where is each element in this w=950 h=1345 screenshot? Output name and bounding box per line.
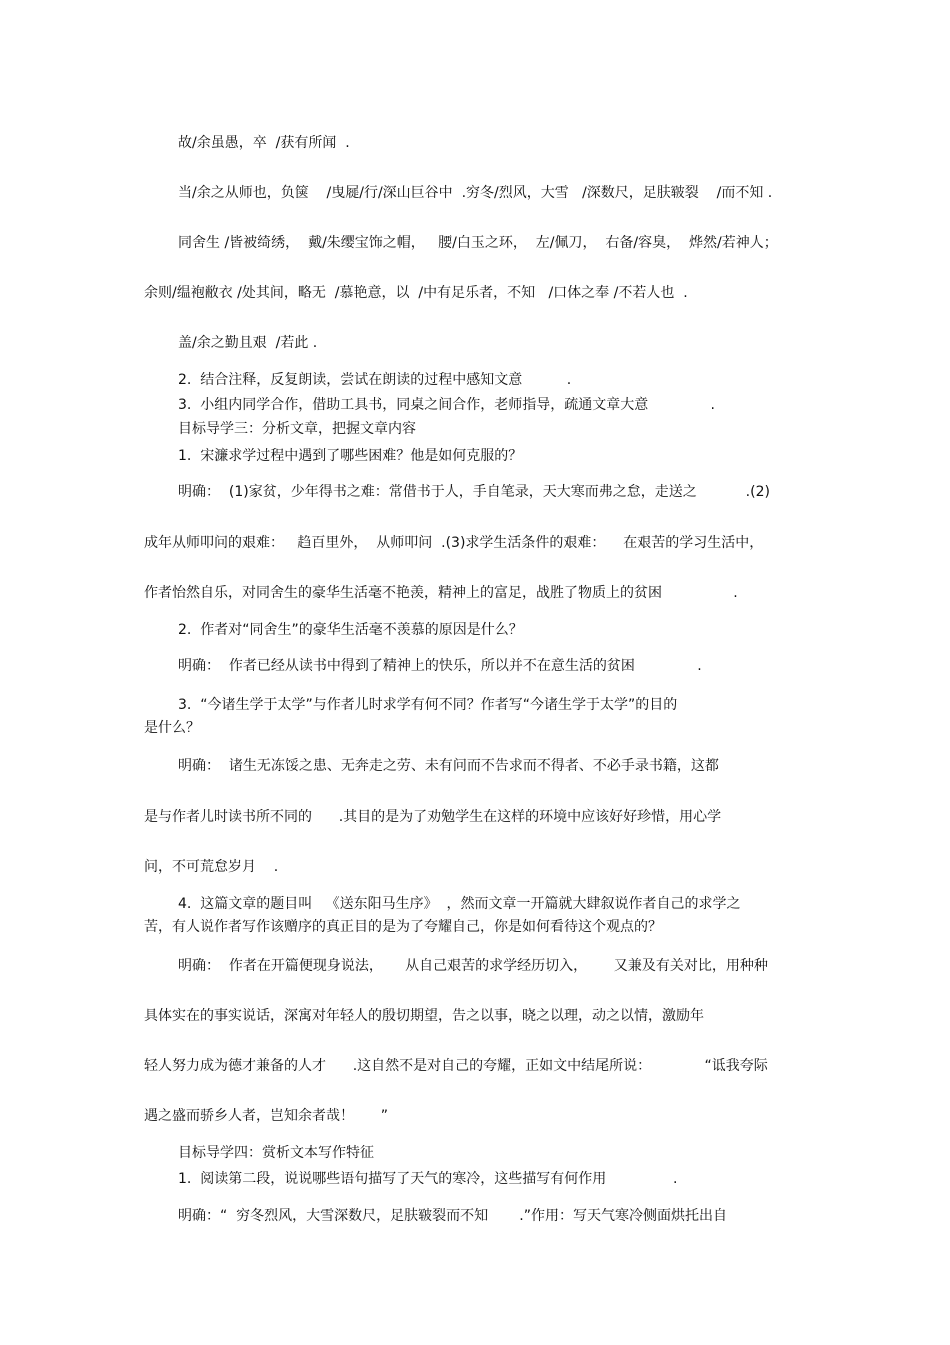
answer-line: 遇之盛而骄乡人者，岂知余者哉！ ” — [144, 1108, 388, 1124]
section-heading: 目标导学四：赏析文本写作特征 — [178, 1145, 374, 1161]
question: 苦，有人说作者写作该赠序的真正目的是为了夸耀自己，你是如何看待这个观点的？ — [144, 919, 662, 935]
question: 1. 阅读第二段，说说哪些语句描写了天气的寒冷，这些描写有何作用 . — [178, 1171, 678, 1187]
answer-line: 明确： 诸生无冻馁之患、无奔走之劳、未有问而不告求而不得者、不必手录书籍，这都 — [178, 758, 719, 774]
numbered-item: 3. 小组内同学合作，借助工具书，同桌之间合作，老师指导，疏通文章大意 . — [178, 397, 716, 413]
answer-line: 明确： 作者已经从读书中得到了精神上的快乐，所以并不在意生活的贫困 . — [178, 658, 702, 674]
answer-line: 问，不可荒怠岁月 . — [144, 859, 279, 875]
question: 1. 宋濂求学过程中遇到了哪些困难？他是如何克服的？ — [178, 448, 523, 464]
text-line: 余则/缊袍敝衣 /处其间，略无 /慕艳意，以 /中有足乐者，不知 /口体之奉 /不若人也 . — [144, 285, 688, 301]
question: 3. “今诸生学于太学”与作者儿时求学有何不同？作者写“今诸生学于太学”的目的 — [178, 697, 678, 713]
answer-line: 明确：“ 穷冬烈风，大雪深数尺，足肤皲裂而不知 .”作用：写天气寒冷侧面烘托出自 — [178, 1208, 728, 1224]
text-line: 当/余之从师也，负箧 /曳屣/行/深山巨谷中 .穷冬/烈风，大雪 /深数尺，足肤皲裂 /而不知 . — [178, 185, 773, 201]
answer-line: 作者怡然自乐，对同舍生的豪华生活毫不艳羡，精神上的富足，战胜了物质上的贫困 . — [144, 585, 738, 601]
answer-line: 是与作者儿时读书所不同的 .其目的是为了劝勉学生在这样的环境中应该好好珍惜，用心学 — [144, 809, 722, 825]
text-line: 盖/余之勤且艰 /若此 . — [178, 335, 318, 351]
answer-line: 轻人努力成为德才兼备的人才 .这自然不是对自己的夸耀，正如文中结尾所说： “诋我夸际 — [144, 1058, 768, 1074]
text-line: 故/余虽愚，卒 /获有所闻 . — [178, 135, 350, 151]
text-line: 同舍生 /皆被绮绣， 戴/朱缨宝饰之帽， 腰/白玉之环， 左/佩刀， 右备/容臭， 烨然/若神人； — [178, 235, 778, 251]
numbered-item: 2. 结合注释，反复朗读，尝试在朗读的过程中感知文意 . — [178, 372, 572, 388]
question: 是什么？ — [144, 720, 200, 736]
answer-line: 明确： (1)家贫，少年得书之难：常借书于人，手自笔录，天大寒而弗之怠，走送之 .(2) — [178, 484, 770, 500]
section-heading: 目标导学三：分析文章，把握文章内容 — [178, 421, 416, 437]
answer-line: 成年从师叩问的艰难： 趋百里外， 从师叩问 .(3)求学生活条件的艰难： 在艰苦的学习生活中， — [144, 535, 764, 551]
answer-line: 具体实在的事实说话，深寓对年轻人的殷切期望，告之以事，晓之以理，动之以情，激励年 — [144, 1008, 704, 1024]
question: 2. 作者对“同舍生”的豪华生活毫不羡慕的原因是什么？ — [178, 622, 523, 638]
answer-line: 明确： 作者在开篇便现身说法， 从自己艰苦的求学经历切入， 又兼及有关对比，用种种 — [178, 958, 768, 974]
question: 4. 这篇文章的题目叫 《送东阳马生序》 ，然而文章一开篇就大肆叙说作者自己的求学之 — [178, 896, 741, 912]
